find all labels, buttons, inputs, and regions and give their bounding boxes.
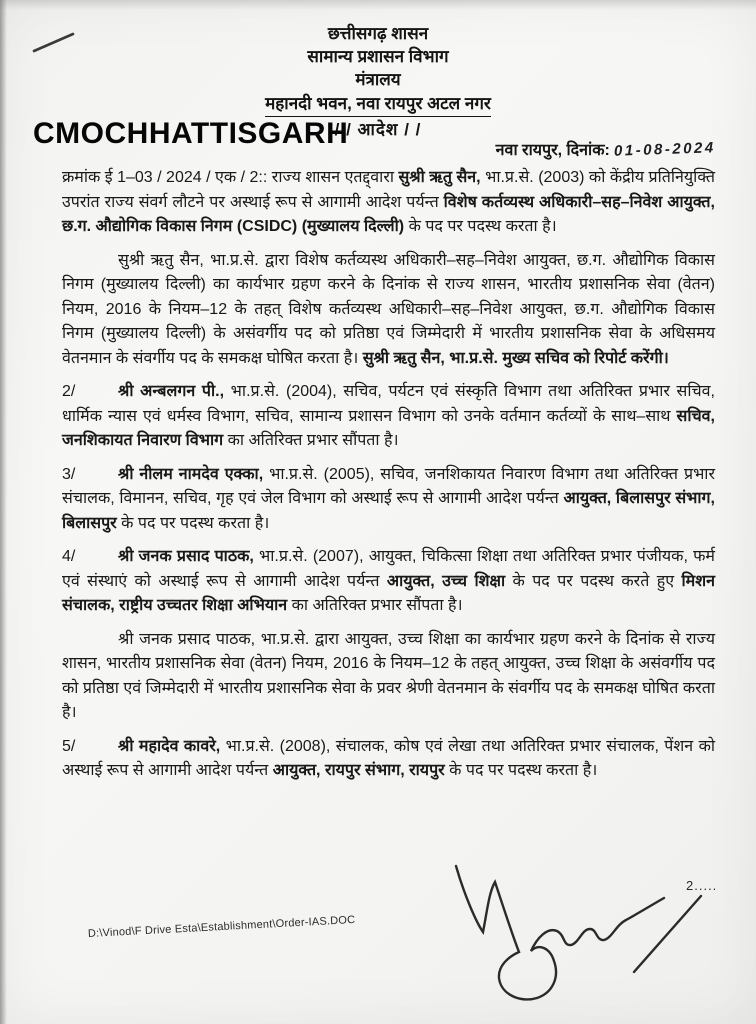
order-paragraph-7: 5/ श्री महादेव कावरे, भा.प्र.से. (2008), संचालक, कोष एवं लेखा तथा अतिरिक्त प्रभार संचालक, पेंशन को अस्थाई रूप से आगामी आदेश पर्यन्त आयुक्त, रायपुर संभाग, रायपुर के पद पर पदस्थ करता है। xyxy=(62,735,715,784)
order-paragraph-4: 3/ श्री नीलम नामदेव एक्का, भा.प्र.से. (2005), सचिव, जनशिकायत निवारण विभाग तथा अतिरिक्त प्रभार संचालक, विमानन, सचिव, गृह एवं जेल विभाग को अस्थाई रूप से आगामी आदेश पर्यन्त आयुक्त, बिलासपुर संभाग, बिलासपुर के पद पर पदस्थ करता है। xyxy=(62,463,715,537)
order-paragraph-3: 2/ श्री अन्बलगन पी., भा.प्र.से. (2004), सचिव, पर्यटन एवं संस्कृति विभाग तथा अतिरिक्त प्रभार सचिव, धार्मिक न्यास एवं धर्मस्व विभाग, सचिव, सामान्य प्रशासन विभाग को उनके वर्तमान कर्तव्यों के साथ–साथ सचिव, जनशिकायत निवारण विभाग का अतिरिक्त प्रभार सौंपता है। xyxy=(62,380,715,454)
paragraph-number: 5/ xyxy=(62,737,76,755)
paragraph-number: 2/ xyxy=(62,383,76,400)
order-paragraph-2: सुश्री ऋतु सैन, भा.प्र.से. द्वारा विशेष कर्तव्यस्थ अधिकारी–सह–निवेश आयुक्त, छ.ग. औद्योगिक विकास निगम (मुख्यालय दिल्ली) का कार्यभार ग्रहण करने के दिनांक से राज्य शासन, भारतीय प्रशासनिक सेवा (वेतन) नियम, 2016 के नियम–12 के तहत् विशेष कर्तव्यस्थ अधिकारी–सह–निवेश आयुक्त, छ.ग. औद्योगिक विकास निगम (मुख्यालय दिल्ली) के असंवर्गीय पद को प्रतिष्ठा एवं जिम्मेदारी में भारतीय प्रशासनिक सेवा के अधिसमय वेतनमान के संवर्गीय पद के समकक्ष घोषित करता है। सुश्री ऋतु सैन, भा.प्र.से. मुख्य सचिव को रिपोर्ट करेंगी। xyxy=(62,251,715,367)
watermark-text: CMOCHHATTISGARH xyxy=(33,117,349,150)
letterhead-government: छत्तीसगढ़ शासन xyxy=(327,24,429,43)
letterhead-department: सामान्य प्रशासन विभाग xyxy=(307,47,449,66)
paragraph-number: 4/ xyxy=(62,548,76,565)
paragraph-number: 3/ xyxy=(62,465,76,483)
letterhead-ministry: मंत्रालय xyxy=(355,70,401,89)
page-continuation-mark: 2..... xyxy=(686,878,718,893)
order-paragraph-1: क्रमांक ई 1–03 / 2024 / एक / 2:: राज्य शासन एतद्द्वारा सुश्री ऋतु सैन, भा.प्र.से. (2003) को केंद्रीय प्रतिनियुक्ति उपरांत राज्य संवर्ग लौटने पर अस्थाई रूप से आगामी आदेश पर्यन्त विशेष कर्तव्यस्थ अधिकारी–सह–निवेश आयुक्त, छ.ग. औद्योगिक विकास निगम (CSIDC) (मुख्यालय दिल्ली) के पद पर पदस्थ करता है। xyxy=(62,169,716,235)
footer-file-path: D:\Vinod\F Drive Esta\Establishment\Order-IAS.DOC xyxy=(87,914,356,940)
signature-scribble xyxy=(438,852,730,1004)
order-body xyxy=(62,166,715,793)
order-paragraph-5: 4/ श्री जनक प्रसाद पाठक, भा.प्र.से. (2007), आयुक्त, चिकित्सा शिक्षा तथा अतिरिक्त प्रभार पंजीयक, फर्म एवं संस्थाएं को अस्थाई रूप से आगामी आदेश पर्यन्त आयुक्त, उच्च शिक्षा के पद पर पदस्थ करते हुए मिशन संचालक, राष्ट्रीय उच्चतर शिक्षा अभियान का अतिरिक्त प्रभार सौंपता है। xyxy=(62,545,715,619)
dateline xyxy=(496,138,716,160)
order-paragraph-6: श्री जनक प्रसाद पाठक, भा.प्र.से. द्वारा आयुक्त, उच्च शिक्षा का कार्यभार ग्रहण करने के दिनांक से राज्य शासन, भारतीय प्रशासनिक सेवा (वेतन) नियम, 2016 के नियम–12 के तहत् आयुक्त, उच्च शिक्षा के असंवर्गीय पद को प्रतिष्ठा एवं जिम्मेदारी में भारतीय प्रशासनिक सेवा के प्रवर श्रेणी वेतनमान के संवर्गीय पद के समकक्ष घोषित करता है। xyxy=(62,630,715,721)
dateline-handwritten-date: 01-08-2024 xyxy=(613,139,717,160)
letterhead-address: महानदी भवन, नवा रायपुर अटल नगर xyxy=(265,92,491,117)
order-heading: / / आदेश / / xyxy=(334,120,422,139)
letterhead xyxy=(0,22,756,117)
dateline-place-label: नवा रायपुर, दिनांक: xyxy=(495,142,610,159)
